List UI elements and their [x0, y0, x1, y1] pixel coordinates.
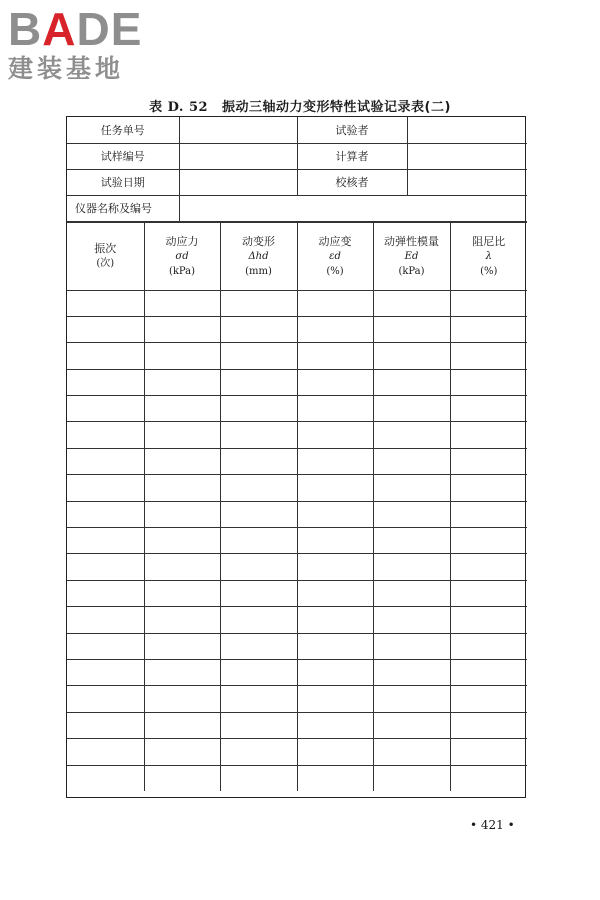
data-cell[interactable]	[67, 501, 144, 527]
info-row	[67, 195, 527, 221]
data-cell[interactable]	[144, 686, 220, 712]
table-title-text: 振动三轴动力变形特性试验记录表(二)	[222, 100, 451, 115]
column-symbol: σd	[175, 250, 189, 262]
data-cell[interactable]	[144, 739, 220, 765]
logo-letters-de: DE	[76, 3, 143, 55]
data-cell[interactable]	[373, 607, 450, 633]
data-cell[interactable]	[220, 580, 297, 606]
data-cell[interactable]	[144, 316, 220, 342]
data-cell[interactable]	[67, 528, 144, 554]
data-cell[interactable]	[373, 712, 450, 738]
table-row	[67, 554, 527, 580]
data-cell[interactable]	[144, 765, 220, 791]
info-row	[67, 169, 527, 195]
data-cell[interactable]	[67, 765, 144, 791]
column-name: 振次	[94, 242, 117, 255]
data-cell[interactable]	[220, 448, 297, 474]
data-cell[interactable]	[67, 369, 144, 395]
data-cell[interactable]	[373, 422, 450, 448]
data-cell[interactable]	[450, 659, 527, 685]
column-header-dynamic-modulus	[373, 222, 450, 290]
data-cell[interactable]	[373, 739, 450, 765]
column-header-cycles	[67, 222, 144, 290]
data-cell[interactable]	[373, 290, 450, 316]
data-cell[interactable]	[297, 739, 373, 765]
data-cell[interactable]	[297, 316, 373, 342]
data-cell[interactable]	[297, 633, 373, 659]
data-cell[interactable]	[450, 686, 527, 712]
table-row	[67, 580, 527, 606]
data-cell[interactable]	[297, 475, 373, 501]
column-unit: (%)	[480, 265, 498, 277]
data-cell[interactable]	[450, 369, 527, 395]
data-cell[interactable]	[220, 475, 297, 501]
data-cell[interactable]	[67, 316, 144, 342]
data-cell[interactable]	[144, 528, 220, 554]
data-cell[interactable]	[220, 659, 297, 685]
data-cell[interactable]	[297, 554, 373, 580]
data-cell[interactable]	[144, 422, 220, 448]
data-cell[interactable]	[450, 316, 527, 342]
data-cell[interactable]	[144, 659, 220, 685]
data-cell[interactable]	[67, 475, 144, 501]
column-symbol: εd	[329, 250, 341, 262]
data-cell[interactable]	[450, 712, 527, 738]
column-unit: (mm)	[245, 265, 272, 277]
data-cell[interactable]	[373, 501, 450, 527]
column-unit: (kPa)	[398, 265, 425, 277]
data-cell[interactable]	[297, 369, 373, 395]
data-cell[interactable]	[450, 396, 527, 422]
data-cell[interactable]	[144, 396, 220, 422]
data-cell[interactable]	[297, 422, 373, 448]
table-row	[67, 739, 527, 765]
data-cell[interactable]	[450, 501, 527, 527]
logo-subtitle: 建装基地	[8, 54, 125, 83]
column-name: 动应力	[165, 234, 199, 248]
column-header-damping-ratio	[450, 222, 527, 290]
data-cell[interactable]	[220, 686, 297, 712]
info-table	[67, 117, 527, 222]
data-cell[interactable]	[450, 475, 527, 501]
data-cell[interactable]	[67, 712, 144, 738]
table-title	[0, 96, 600, 115]
table-row	[67, 607, 527, 633]
data-cell[interactable]	[450, 343, 527, 369]
data-cell[interactable]	[67, 659, 144, 685]
data-cell[interactable]	[67, 739, 144, 765]
column-unit: (kPa)	[168, 265, 196, 277]
data-cell[interactable]	[297, 396, 373, 422]
bade-logo	[8, 3, 178, 84]
info-value-sample-number[interactable]	[179, 143, 297, 169]
data-cell[interactable]	[373, 316, 450, 342]
data-cell[interactable]	[220, 396, 297, 422]
column-unit: (次)	[96, 258, 115, 269]
data-cell[interactable]	[144, 290, 220, 316]
data-cell[interactable]	[297, 580, 373, 606]
data-cell[interactable]	[220, 343, 297, 369]
data-cell[interactable]	[144, 580, 220, 606]
table-row	[67, 475, 527, 501]
data-cell[interactable]	[297, 712, 373, 738]
table-row	[67, 448, 527, 474]
table-row	[67, 712, 527, 738]
table-code: 表 D. 52	[149, 100, 209, 115]
data-cell[interactable]	[450, 422, 527, 448]
data-cell[interactable]	[144, 607, 220, 633]
data-cell[interactable]	[67, 580, 144, 606]
data-cell[interactable]	[450, 554, 527, 580]
data-cell[interactable]	[67, 343, 144, 369]
table-row	[67, 396, 527, 422]
column-header-dynamic-deformation	[220, 222, 297, 290]
data-cell[interactable]	[220, 633, 297, 659]
data-cell[interactable]	[220, 422, 297, 448]
column-header-dynamic-strain	[297, 222, 373, 290]
table-row	[67, 633, 527, 659]
data-cell[interactable]	[220, 554, 297, 580]
info-value-task-number[interactable]	[179, 117, 297, 143]
table-row	[67, 343, 527, 369]
data-cell[interactable]	[297, 528, 373, 554]
logo-wordmark	[8, 3, 178, 55]
data-cell[interactable]	[67, 422, 144, 448]
data-cell[interactable]	[373, 580, 450, 606]
data-cell[interactable]	[450, 765, 527, 791]
data-cell[interactable]	[220, 501, 297, 527]
data-cell[interactable]	[373, 686, 450, 712]
data-cell[interactable]	[450, 739, 527, 765]
data-cell[interactable]	[144, 712, 220, 738]
data-cell[interactable]	[297, 501, 373, 527]
data-cell[interactable]	[450, 528, 527, 554]
data-cell[interactable]	[220, 369, 297, 395]
data-cell[interactable]	[450, 633, 527, 659]
column-name: 动变形	[242, 234, 275, 248]
column-symbol: λ	[485, 250, 492, 262]
table-row	[67, 422, 527, 448]
info-value-instrument[interactable]	[179, 195, 527, 221]
data-cell[interactable]	[297, 448, 373, 474]
column-header-row	[67, 222, 527, 290]
info-label-instrument: 仪器名称及编号	[67, 195, 179, 221]
table-row	[67, 659, 527, 685]
data-cell[interactable]	[373, 475, 450, 501]
table-row	[67, 316, 527, 342]
table-row	[67, 290, 527, 316]
column-name: 动弹性模量	[384, 234, 439, 248]
data-cell[interactable]	[373, 528, 450, 554]
table-row	[67, 528, 527, 554]
data-cell[interactable]	[450, 448, 527, 474]
data-cell[interactable]	[297, 686, 373, 712]
info-value-test-date[interactable]	[179, 169, 297, 195]
data-cell[interactable]	[144, 448, 220, 474]
table-row	[67, 686, 527, 712]
record-sheet	[66, 116, 526, 798]
logo-letter-b: B	[8, 3, 43, 55]
info-value-tester[interactable]	[407, 117, 527, 143]
info-label-task-number: 任务单号	[67, 117, 179, 143]
data-cell[interactable]	[144, 475, 220, 501]
data-cell[interactable]	[373, 765, 450, 791]
info-label-sample-number: 试样编号	[67, 143, 179, 169]
data-cell[interactable]	[220, 739, 297, 765]
data-cell[interactable]	[220, 765, 297, 791]
column-header-dynamic-stress	[144, 222, 220, 290]
data-cell[interactable]	[144, 369, 220, 395]
data-cell[interactable]	[450, 580, 527, 606]
column-symbol: Ed	[404, 250, 419, 262]
data-cell[interactable]	[67, 396, 144, 422]
data-cell[interactable]	[297, 765, 373, 791]
column-symbol: Δhd	[248, 250, 269, 262]
info-value-checker[interactable]	[407, 169, 527, 195]
data-cell[interactable]	[220, 290, 297, 316]
data-cell[interactable]	[67, 607, 144, 633]
data-cell[interactable]	[67, 448, 144, 474]
data-cell[interactable]	[450, 290, 527, 316]
data-cell[interactable]	[297, 607, 373, 633]
table-row	[67, 501, 527, 527]
data-cell[interactable]	[220, 316, 297, 342]
column-name: 阻尼比	[472, 234, 506, 248]
data-cell[interactable]	[67, 554, 144, 580]
data-cell[interactable]	[297, 290, 373, 316]
info-label-calculator: 计算者	[297, 143, 407, 169]
data-cell[interactable]	[373, 633, 450, 659]
data-cell[interactable]	[67, 290, 144, 316]
data-cell[interactable]	[373, 369, 450, 395]
column-unit: (%)	[326, 265, 344, 277]
data-rows	[67, 290, 527, 791]
data-cell[interactable]	[144, 343, 220, 369]
data-cell[interactable]	[297, 659, 373, 685]
column-name: 动应变	[318, 234, 352, 248]
data-cell[interactable]	[297, 343, 373, 369]
data-cell[interactable]	[373, 659, 450, 685]
data-table	[67, 222, 527, 792]
data-cell[interactable]	[220, 528, 297, 554]
info-label-tester: 试验者	[297, 117, 407, 143]
page-number: • 421 •	[470, 818, 515, 832]
info-row	[67, 117, 527, 143]
data-cell[interactable]	[67, 633, 144, 659]
data-cell[interactable]	[220, 607, 297, 633]
data-cell[interactable]	[144, 633, 220, 659]
table-row	[67, 765, 527, 791]
data-cell[interactable]	[144, 554, 220, 580]
data-cell[interactable]	[373, 554, 450, 580]
data-cell[interactable]	[373, 396, 450, 422]
info-label-test-date: 试验日期	[67, 169, 179, 195]
logo-letter-a: A	[42, 3, 77, 55]
data-cell[interactable]	[220, 712, 297, 738]
data-cell[interactable]	[373, 448, 450, 474]
info-value-calculator[interactable]	[407, 143, 527, 169]
data-cell[interactable]	[450, 607, 527, 633]
data-cell[interactable]	[373, 343, 450, 369]
data-cell[interactable]	[144, 501, 220, 527]
data-cell[interactable]	[67, 686, 144, 712]
info-label-checker: 校核者	[297, 169, 407, 195]
table-row	[67, 369, 527, 395]
info-row	[67, 143, 527, 169]
